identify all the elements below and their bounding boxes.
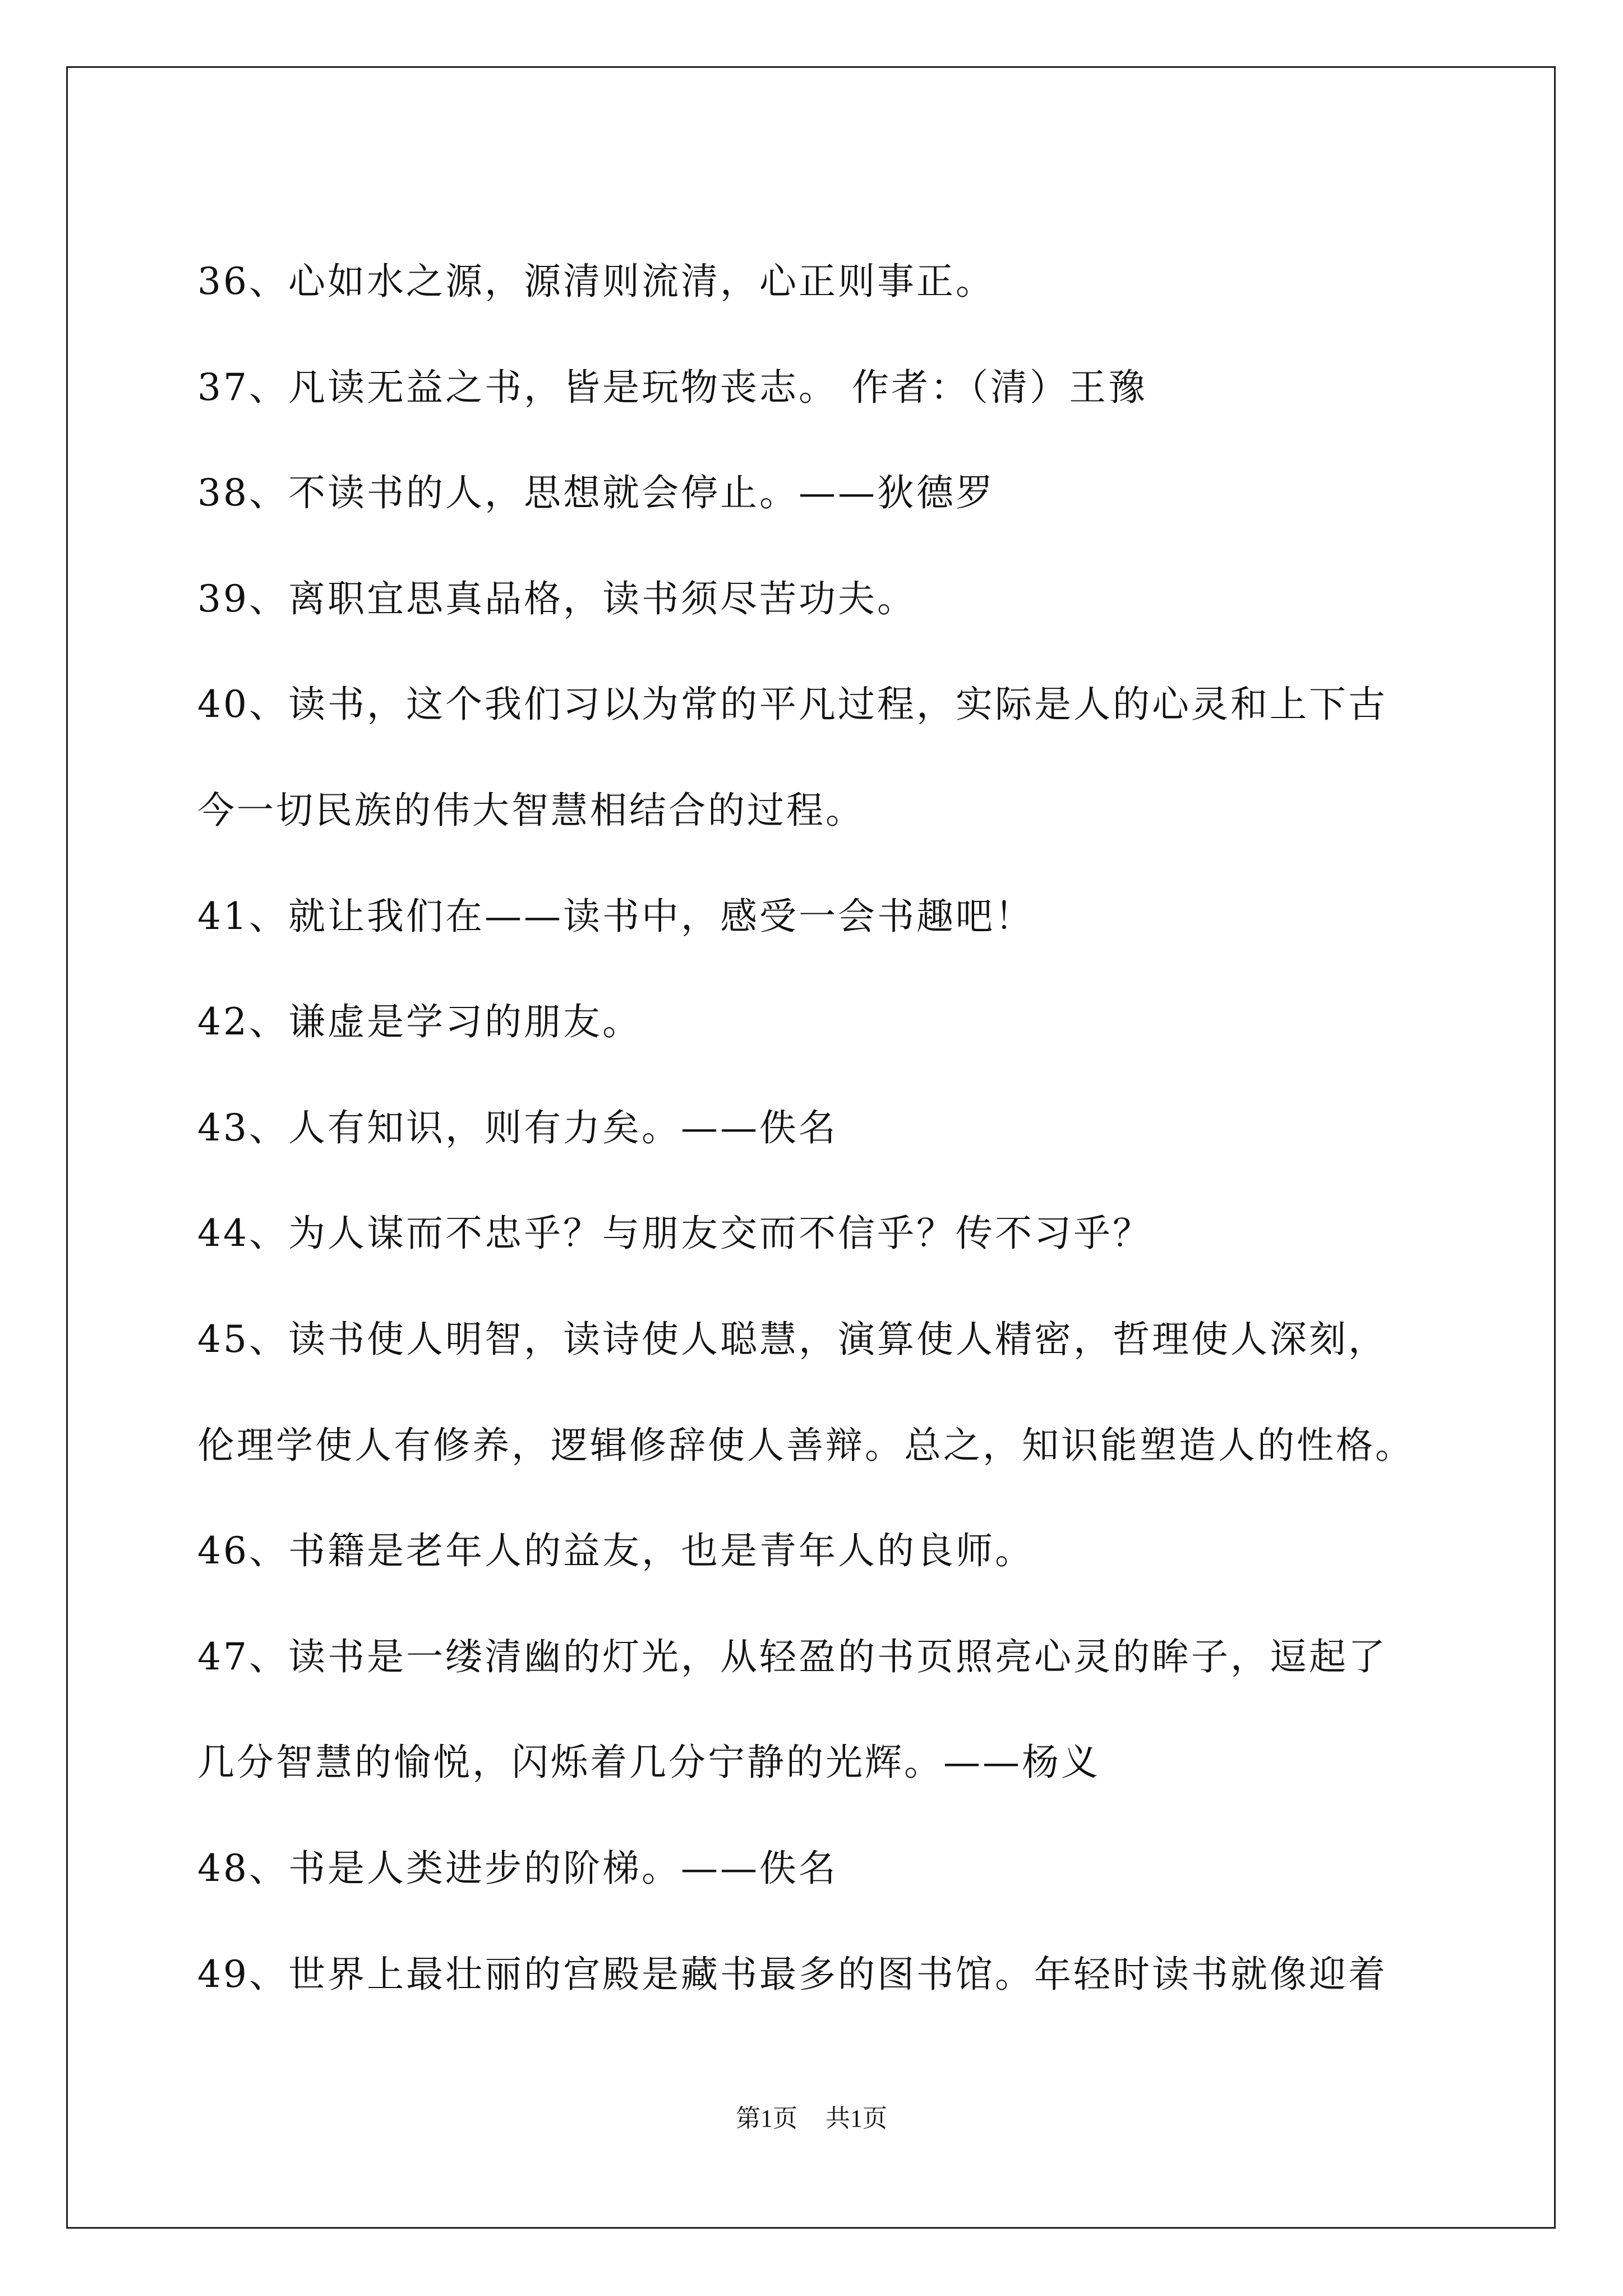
text-line: 今一切民族的伟大智慧相结合的过程。 [197, 788, 865, 832]
text-line: 38、不读书的人，思想就会停止。——狄德罗 [197, 471, 995, 515]
text-line: 48、书是人类进步的阶梯。——佚名 [197, 1846, 838, 1890]
text-line: 49、世界上最壮丽的宫殿是藏书最多的图书馆。年轻时读书就像迎着 [197, 1952, 1387, 1996]
text-line: 36、心如水之源，源清则流清，心正则事正。 [197, 260, 995, 303]
text-line: 47、读书是一缕清幽的灯光，从轻盈的书页照亮心灵的眸子，逗起了 [197, 1635, 1387, 1678]
text-line: 41、就让我们在——读书中，感受一会书趣吧！ [197, 894, 1034, 938]
text-line: 伦理学使人有修养，逻辑修辞使人善辩。总之，知识能塑造人的性格。 [197, 1423, 1414, 1467]
text-line: 40、读书，这个我们习以为常的平凡过程，实际是人的心灵和上下古 [197, 683, 1387, 726]
page-footer [0, 2098, 1623, 2134]
text-line: 46、书籍是老年人的益友，也是青年人的良师。 [197, 1529, 1034, 1573]
text-line: 几分智慧的愉悦，闪烁着几分宁静的光辉。——杨义 [197, 1741, 1100, 1784]
text-line: 39、离职宜思真品格，读书须尽苦功夫。 [197, 577, 916, 620]
page-number-total: 共1页 [826, 2105, 887, 2132]
text-line: 43、人有知识，则有力矣。——佚名 [197, 1106, 838, 1149]
text-line: 37、凡读无益之书，皆是玩物丧志。 作者：（清）王豫 [197, 365, 1147, 409]
text-line: 45、读书使人明智，读诗使人聪慧，演算使人精密，哲理使人深刻， [197, 1317, 1387, 1361]
document-body [197, 229, 1504, 2027]
text-line: 44、为人谋而不忠乎？与朋友交而不信乎？传不习乎？ [197, 1212, 1152, 1255]
text-line: 42、谦虚是学习的朋友。 [197, 1000, 642, 1044]
page-number-current: 第1页 [736, 2105, 797, 2132]
